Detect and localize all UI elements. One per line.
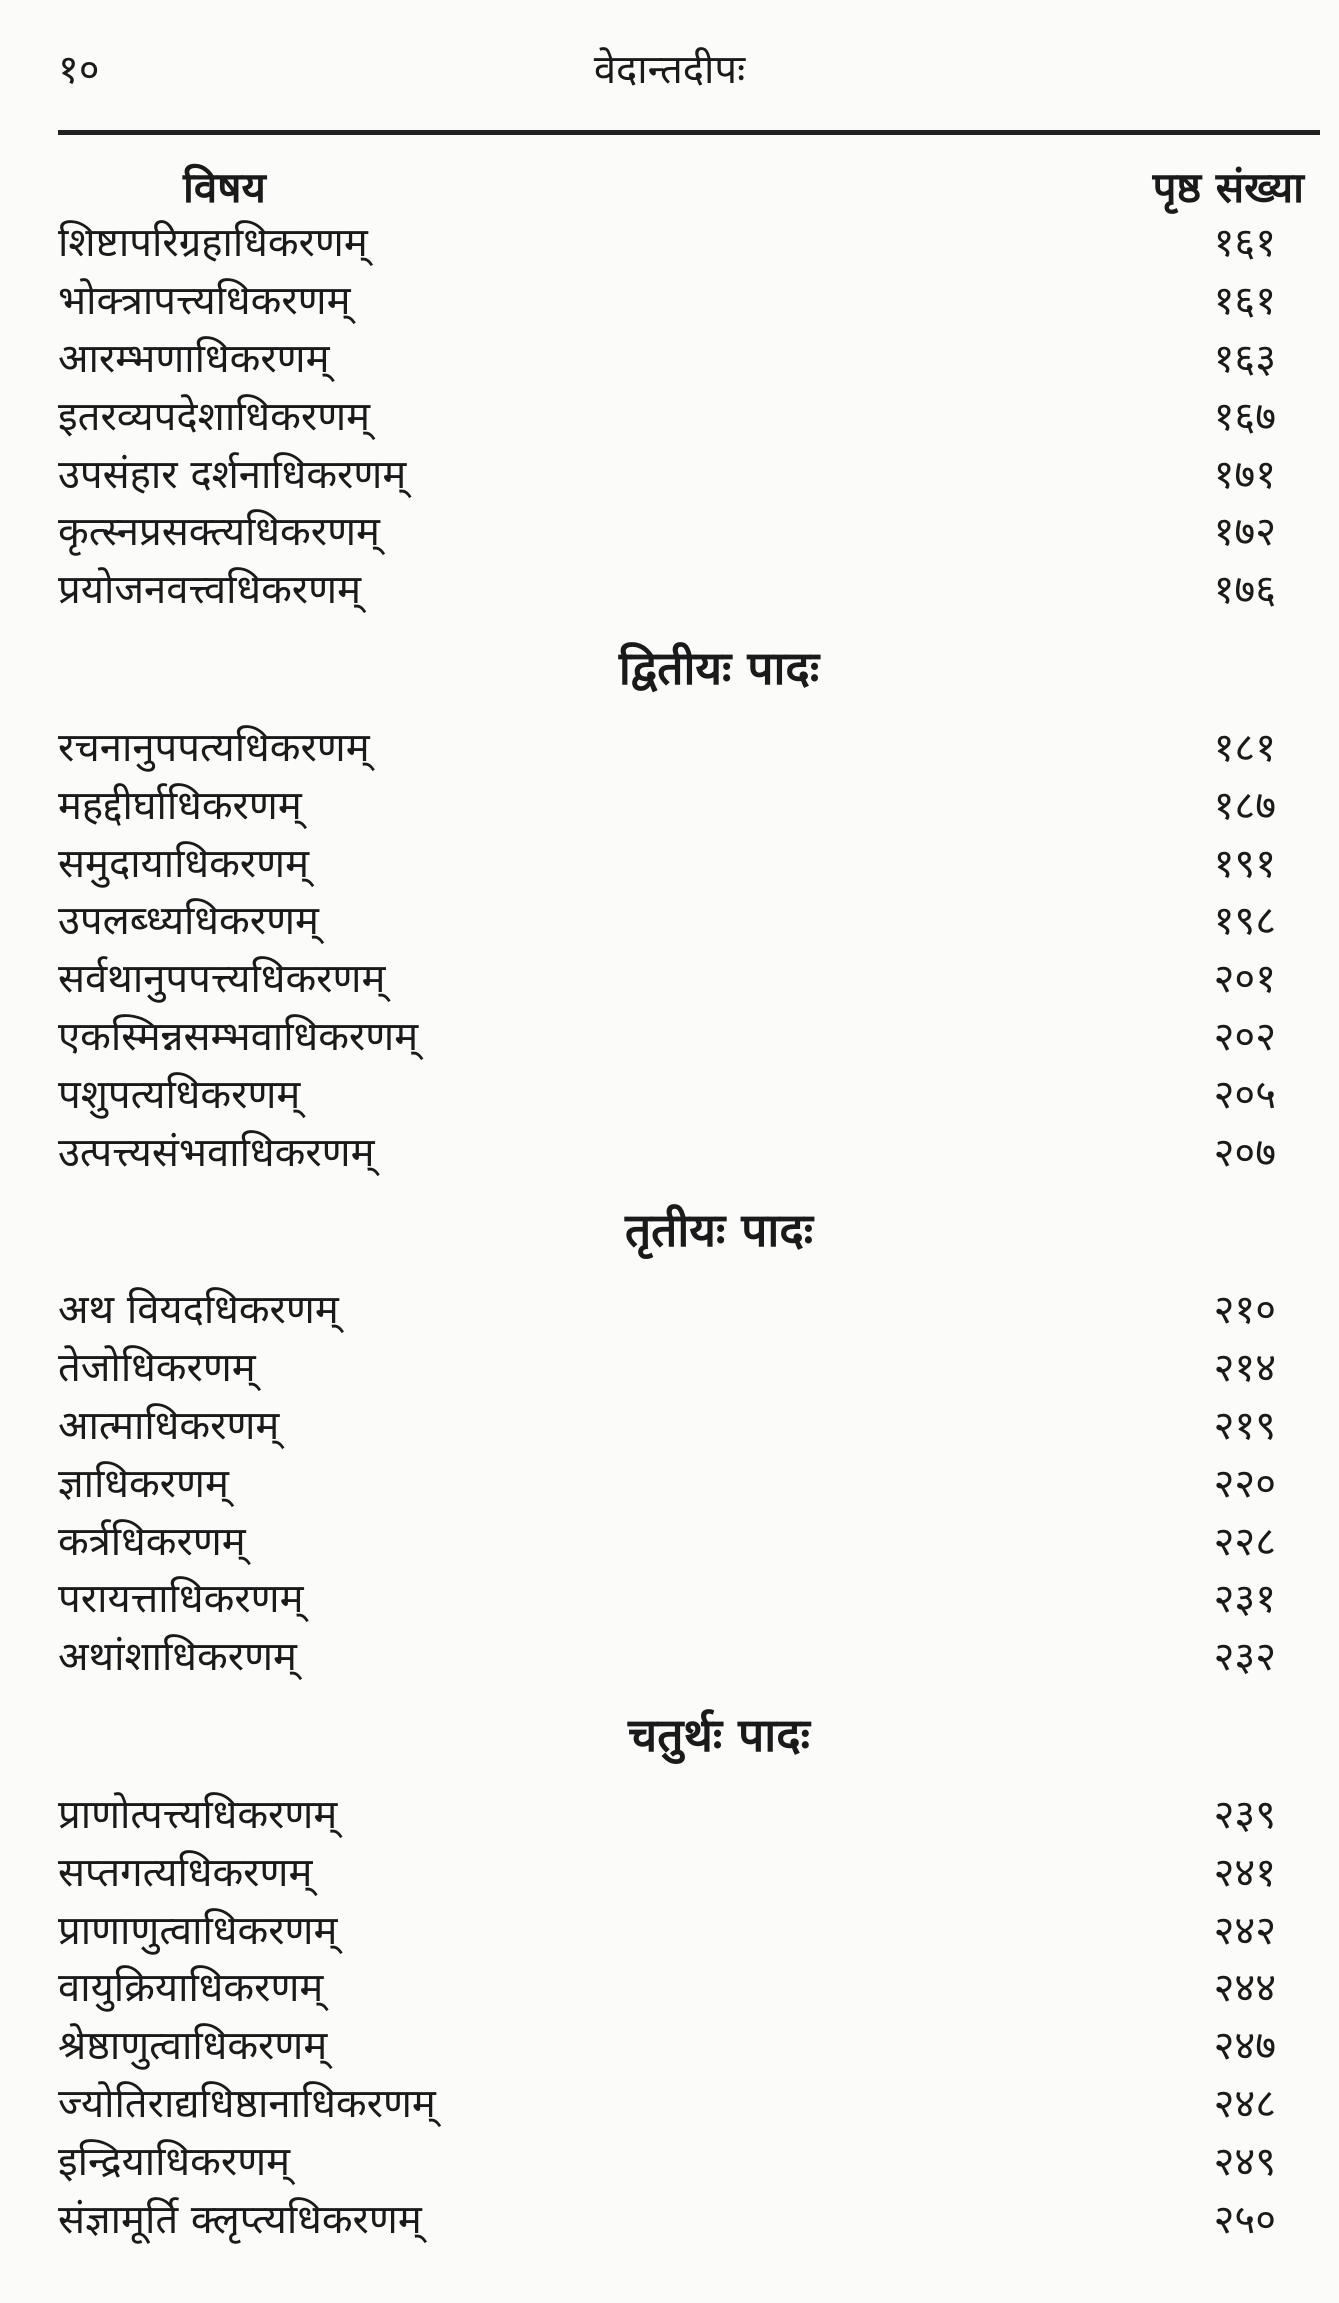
section-entry-list: [58, 1279, 1280, 1684]
toc-entry-page: २०७: [1213, 1129, 1276, 1176]
toc-entry-name: एकस्मिन्नसम्भवाधिकरणम्: [58, 1013, 419, 1060]
toc-entry: [58, 1452, 1280, 1510]
toc-entry: [58, 948, 1280, 1006]
toc-entry: [58, 501, 1280, 559]
toc-entry: [58, 2015, 1280, 2073]
toc-entry-name: कृत्स्नप्रसक्त्यधिकरणम्: [58, 509, 380, 556]
toc-entry-page: २३१: [1213, 1576, 1276, 1623]
toc-entry-name: प्रयोजनवत्त्वधिकरणम्: [58, 567, 361, 614]
toc-entry-name: इतरव्यपदेशाधिकरणम्: [58, 393, 371, 440]
column-header-subject: विषय: [183, 163, 266, 212]
toc-entry: [58, 1395, 1280, 1453]
toc-entry-name: भोक्त्रापत्त्यधिकरणम्: [58, 278, 351, 325]
toc-entry: [58, 1121, 1280, 1179]
toc-entry-page: २४२: [1213, 1907, 1276, 1954]
toc-entry-page: २५०: [1213, 2196, 1276, 2243]
header-rule: [58, 130, 1320, 135]
toc-entry-name: संज्ञामूर्ति क्लृप्त्यधिकरणम्: [58, 2196, 422, 2243]
toc-entry-name: प्राणोत्पत्त्यधिकरणम्: [58, 1791, 338, 1838]
toc-entry: [58, 1510, 1280, 1568]
toc-entry: [58, 2188, 1280, 2246]
toc-entry: [58, 1006, 1280, 1064]
toc-entry-name: महद्दीर्घाधिकरणम्: [58, 782, 302, 829]
section-title: तृतीयः पादः: [624, 1202, 814, 1257]
toc-entry: [58, 270, 1280, 328]
toc-entry-page: १८७: [1213, 782, 1276, 829]
toc-entry-page: २३९: [1213, 1791, 1276, 1838]
toc-entry-name: इन्द्रियाधिकरणम्: [58, 2138, 291, 2185]
table-of-contents: [58, 212, 1280, 2246]
toc-entry-name: सर्वथानुपपत्त्यधिकरणम्: [58, 956, 386, 1003]
toc-entry-page: १९१: [1213, 840, 1276, 887]
toc-entry-page: १८१: [1213, 724, 1276, 771]
toc-entry-name: अथांशाधिकरणम्: [58, 1634, 297, 1681]
toc-entry-page: १६१: [1213, 220, 1276, 267]
toc-entry-page: २४७: [1213, 2023, 1276, 2070]
toc-entry: [58, 1568, 1280, 1626]
toc-entry-page: १६३: [1213, 335, 1276, 382]
toc-entry-page: १७२: [1213, 509, 1276, 556]
toc-entry-name: श्रेष्ठाणुत्वाधिकरणम्: [58, 2023, 328, 2070]
toc-entry: [58, 1957, 1280, 2015]
toc-entry-page: २४९: [1213, 2138, 1276, 2185]
toc-entry-page: २१४: [1213, 1345, 1276, 1392]
toc-entry: [58, 1063, 1280, 1121]
toc-entry: [58, 443, 1280, 501]
toc-entry-page: १७१: [1213, 451, 1276, 498]
toc-entry-name: प्राणाणुत्वाधिकरणम्: [58, 1907, 338, 1954]
toc-entry: [58, 559, 1280, 617]
toc-entry-name: वायुक्रियाधिकरणम्: [58, 1965, 324, 2012]
toc-entry-page: १९८: [1213, 898, 1276, 945]
toc-entry: [58, 212, 1280, 270]
toc-entry-name: शिष्टापरिग्रहाधिकरणम्: [58, 220, 368, 267]
section-title: द्वितीयः पादः: [618, 640, 820, 695]
toc-entry-page: २२०: [1213, 1460, 1276, 1507]
section-entry-list: [58, 1784, 1280, 2246]
toc-entry-name: पशुपत्यधिकरणम्: [58, 1071, 301, 1118]
toc-entry-name: उपलब्ध्यधिकरणम्: [58, 898, 319, 945]
toc-entry: [58, 890, 1280, 948]
toc-entry-page: २४१: [1213, 1849, 1276, 1896]
toc-entry: [58, 1337, 1280, 1395]
toc-entry: [58, 774, 1280, 832]
section-entry-list: [58, 717, 1280, 1179]
toc-entry: [58, 832, 1280, 890]
toc-entry: [58, 328, 1280, 386]
toc-entry-page: २०१: [1213, 956, 1276, 1003]
toc-entry-name: उत्पत्त्यसंभवाधिकरणम्: [58, 1129, 375, 1176]
running-head: वेदान्तदीपः: [593, 47, 746, 93]
toc-entry-page: २०२: [1213, 1013, 1276, 1060]
section-title: चतुर्थः पादः: [628, 1707, 810, 1762]
toc-entry-name: ज्ञाधिकरणम्: [58, 1460, 229, 1507]
toc-entry-page: २१९: [1213, 1402, 1276, 1449]
toc-entry: [58, 717, 1280, 775]
toc-entry-name: अथ वियदधिकरणम्: [58, 1287, 339, 1334]
toc-entry-page: २१०: [1213, 1287, 1276, 1334]
toc-entry-page: १६७: [1213, 393, 1276, 440]
toc-entry-page: २४४: [1213, 1965, 1276, 2012]
toc-entry: [58, 385, 1280, 443]
toc-entry-page: २०५: [1213, 1071, 1276, 1118]
toc-entry-name: उपसंहार दर्शनाधिकरणम्: [58, 451, 407, 498]
toc-entry-name: आत्माधिकरणम्: [58, 1402, 280, 1449]
page-number: १०: [58, 47, 100, 93]
toc-entry-name: कर्त्रधिकरणम्: [58, 1518, 246, 1565]
toc-entry-name: सप्तगत्यधिकरणम्: [58, 1849, 313, 1896]
toc-entry: [58, 1899, 1280, 1957]
toc-entry: [58, 2130, 1280, 2188]
toc-entry: [58, 2073, 1280, 2131]
toc-entry-name: आरम्भणाधिकरणम्: [58, 335, 330, 382]
toc-entry-page: २२८: [1213, 1518, 1276, 1565]
toc-entry: [58, 1279, 1280, 1337]
column-header-page-count: पृष्ठ संख्या: [1152, 163, 1304, 212]
toc-entry-page: २४८: [1213, 2080, 1276, 2127]
toc-entry-page: १६१: [1213, 278, 1276, 325]
toc-entry-page: १७६: [1213, 567, 1276, 614]
toc-entry-name: रचनानुपपत्यधिकरणम्: [58, 724, 370, 771]
toc-entry-name: ज्योतिराद्यधिष्ठानाधिकरणम्: [58, 2080, 436, 2127]
toc-entry: [58, 1784, 1280, 1842]
toc-entry-page: २३२: [1213, 1634, 1276, 1681]
section-entry-list: [58, 212, 1280, 617]
toc-entry: [58, 1841, 1280, 1899]
toc-entry-name: तेजोधिकरणम्: [58, 1345, 256, 1392]
toc-entry: [58, 1626, 1280, 1684]
toc-entry-name: परायत्ताधिकरणम्: [58, 1576, 304, 1623]
toc-entry-name: समुदायाधिकरणम्: [58, 840, 309, 887]
